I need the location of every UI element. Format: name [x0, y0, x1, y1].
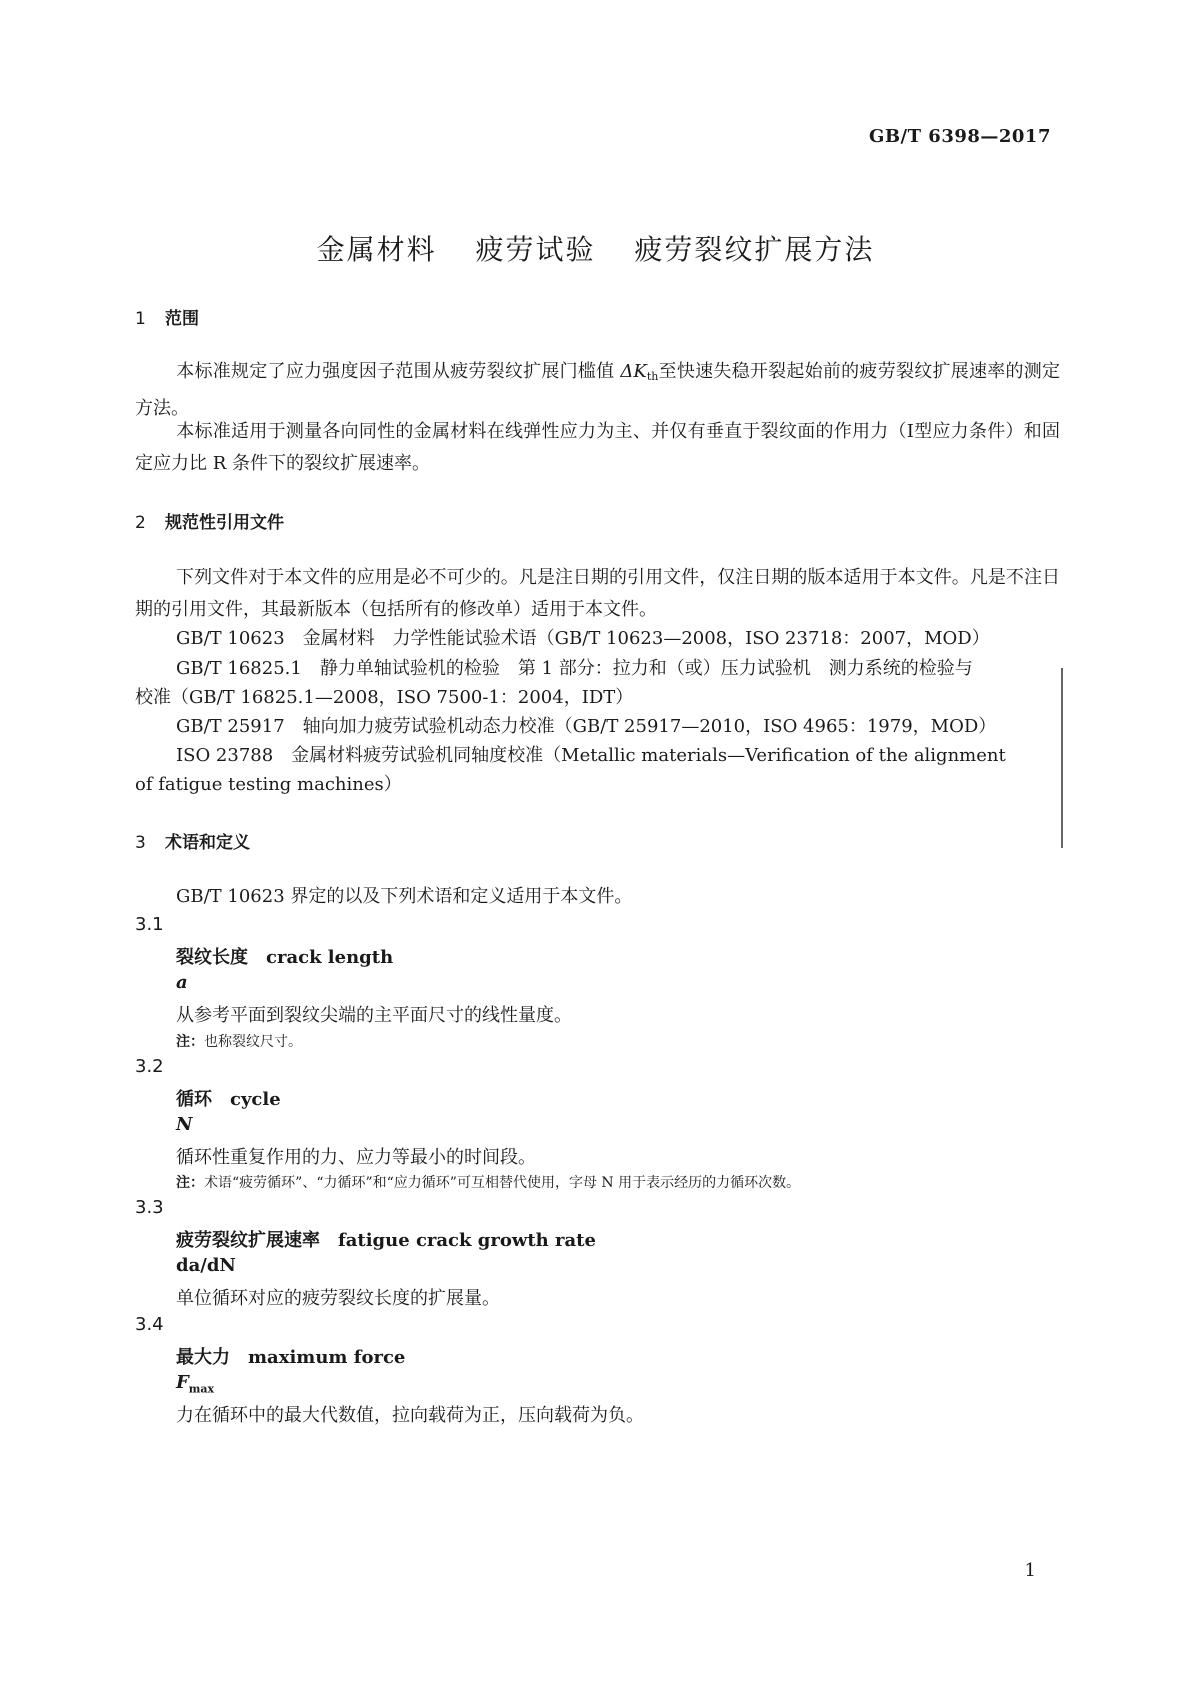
reference-gbt-16825-1: GB/T 16825.1 静力单轴试验机的检验 第 1 部分：拉力和（或）压力试验机 测力系统的检验与 — [176, 658, 973, 679]
term-number: 3.2 — [135, 1056, 164, 1077]
term-definition: 循环性重复作用的力、应力等最小的时间段。 — [176, 1147, 536, 1168]
term-symbol — [176, 1372, 214, 1396]
term-symbol: da/dN — [176, 1255, 236, 1276]
reference-gbt-16825-1-cont: 校准（GB/T 16825.1—2008，ISO 7500-1：2004，IDT） — [135, 687, 634, 708]
term-symbol: a — [176, 972, 188, 993]
section-1-heading — [135, 304, 199, 329]
term-en: fatigue crack growth rate — [338, 1230, 596, 1251]
page-number: 1 — [1024, 1560, 1036, 1581]
section-title: 术语和定义 — [165, 833, 250, 853]
term-zh: 裂纹长度 — [176, 947, 248, 968]
title-part-1: 金属材料 — [316, 233, 437, 266]
text-run: 至快速失稳开裂起始前的疲劳裂纹扩展速率的测定方法。 — [135, 361, 1060, 419]
note-text: 术语“疲劳循环”、“力循环”和“应力循环”可互相替代使用，字母 N 用于表示经历的力循环次数。 — [204, 1175, 801, 1191]
term-zh: 循环 — [176, 1089, 212, 1110]
term-number: 3.4 — [135, 1314, 164, 1335]
term-note — [176, 1031, 302, 1051]
symbol-subscript: max — [188, 1382, 215, 1396]
document-title — [0, 228, 1191, 268]
section-3-heading — [135, 828, 250, 853]
term-en: maximum force — [248, 1347, 406, 1368]
text-run: 本标准规定了应力强度因子范围从疲劳裂纹扩展门槛值 — [176, 361, 621, 382]
standard-code: GB/T 6398—2017 — [868, 126, 1051, 147]
reference-gbt-25917: GB/T 25917 轴向加力疲劳试验机动态力校准（GB/T 25917—2010，ISO 4965：1979，MOD） — [176, 716, 997, 737]
title-part-3: 疲劳裂纹扩展方法 — [634, 233, 875, 266]
section-title: 范围 — [165, 309, 199, 329]
term-note — [176, 1172, 800, 1192]
term-number: 3.3 — [135, 1197, 164, 1218]
reference-gbt-10623: GB/T 10623 金属材料 力学性能试验术语（GB/T 10623—2008，ISO 23718：2007，MOD） — [176, 628, 990, 649]
reference-iso-23788-cont: of fatigue testing machines） — [135, 774, 402, 795]
note-text: 也称裂纹尺寸。 — [204, 1034, 302, 1050]
term-zh: 疲劳裂纹扩展速率 — [176, 1230, 320, 1251]
section-number: 1 — [135, 309, 146, 329]
revision-margin-bar — [1061, 668, 1063, 848]
term-name — [176, 1085, 281, 1111]
title-part-2: 疲劳试验 — [475, 233, 596, 266]
term-name — [176, 1343, 405, 1369]
section-number: 3 — [135, 833, 146, 853]
section-1-paragraph-1 — [135, 356, 1060, 425]
term-en: cycle — [230, 1089, 281, 1110]
term-definition: 从参考平面到裂纹尖端的主平面尺寸的线性量度。 — [176, 1005, 572, 1026]
section-title: 规范性引用文件 — [165, 513, 284, 533]
term-en: crack length — [266, 947, 394, 968]
section-2-intro — [135, 562, 1060, 626]
term-definition: 单位循环对应的疲劳裂纹长度的扩展量。 — [176, 1288, 500, 1309]
term-number: 3.1 — [135, 914, 164, 935]
symbol-base: F — [176, 1372, 189, 1393]
section-1-paragraph-2 — [135, 416, 1060, 480]
term-name — [176, 943, 393, 969]
section-3-intro: GB/T 10623 界定的以及下列术语和定义适用于本文件。 — [176, 886, 633, 907]
text-run: 下列文件对于本文件的应用是必不可少的。凡是注日期的引用文件，仅注日期的版本适用于本文件。凡是不注日期的引用文件，其最新版本（包括所有的修改单）适用于本文件。 — [135, 567, 1060, 620]
note-label: 注： — [176, 1034, 204, 1050]
term-symbol: N — [176, 1114, 193, 1135]
text-run: 本标准适用于测量各向同性的金属材料在线弹性应力为主、并仅有垂直于裂纹面的作用力（Ⅰ型应力条件）和固定应力比 R 条件下的裂纹扩展速率。 — [135, 421, 1060, 474]
delta-k-symbol: ΔK — [620, 361, 647, 382]
section-number: 2 — [135, 513, 146, 533]
term-zh: 最大力 — [176, 1347, 230, 1368]
term-name — [176, 1226, 596, 1252]
reference-iso-23788: ISO 23788 金属材料疲劳试验机同轴度校准（Metallic materials—Verification of the alignment — [176, 745, 1006, 766]
term-definition: 力在循环中的最大代数值，拉向载荷为正，压向载荷为负。 — [176, 1405, 644, 1426]
note-label: 注： — [176, 1175, 204, 1191]
section-2-heading — [135, 508, 284, 533]
subscript: th — [646, 370, 659, 383]
